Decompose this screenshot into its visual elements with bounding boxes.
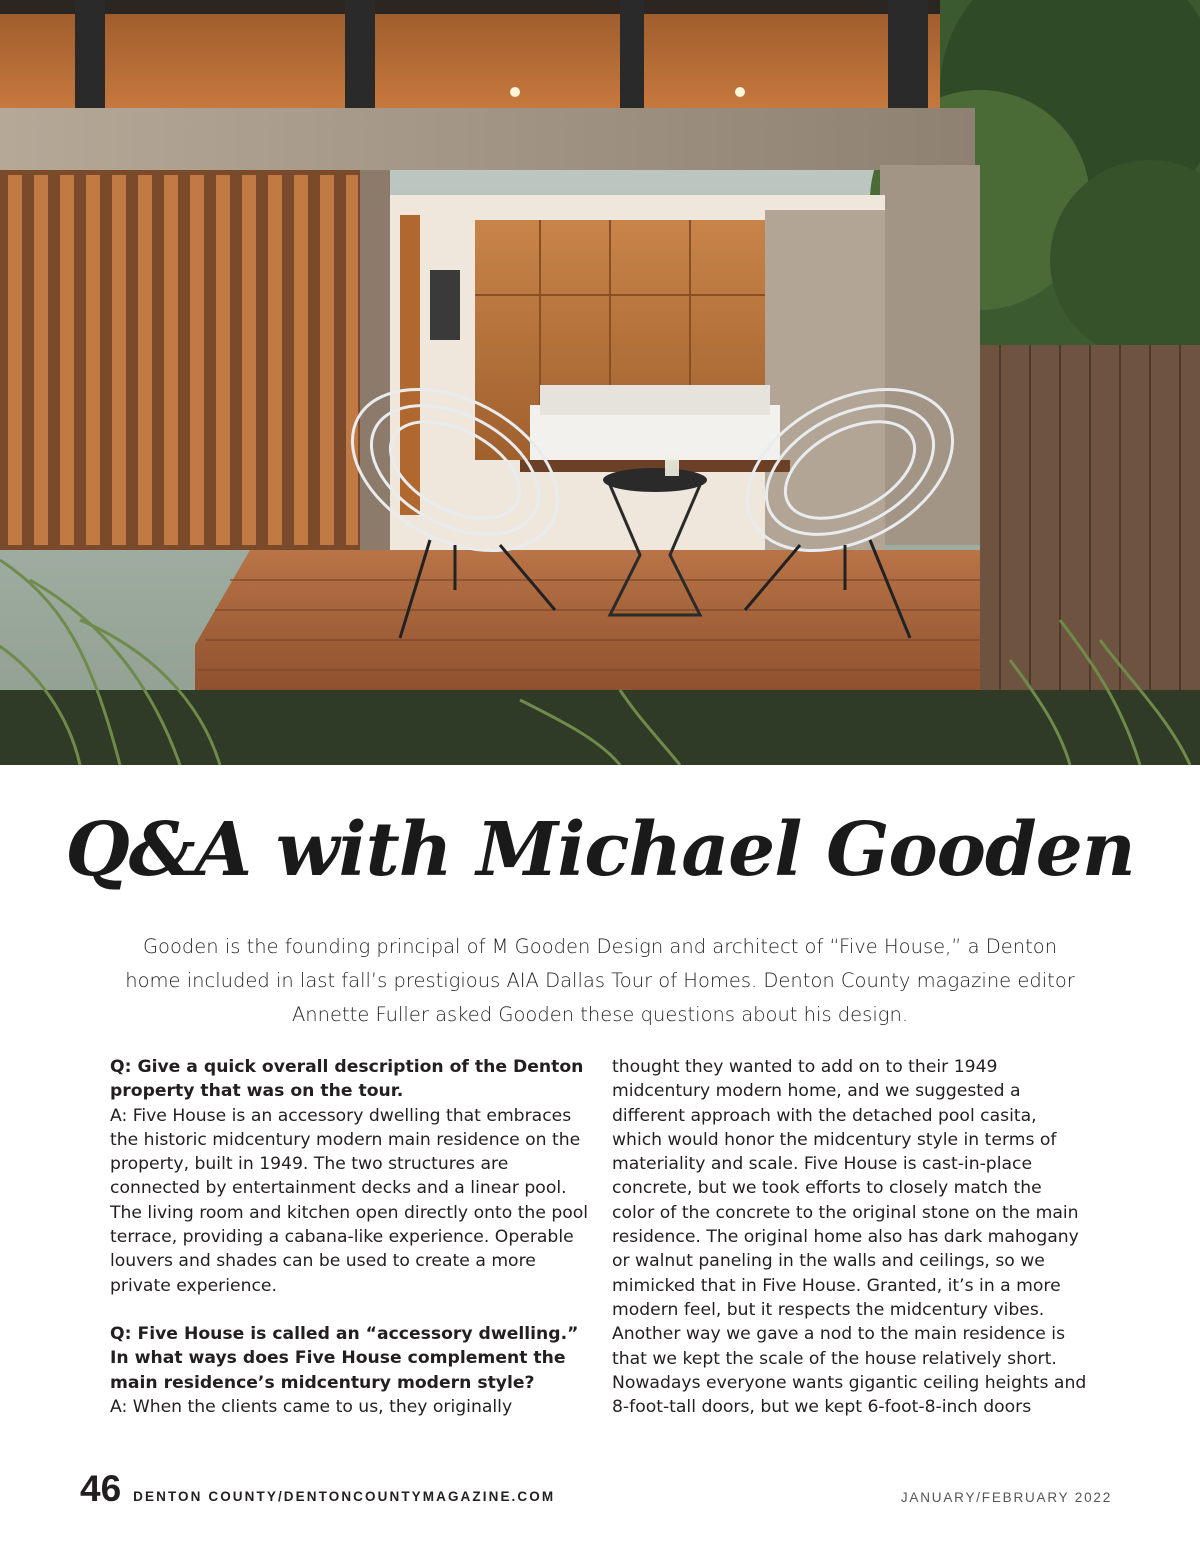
answer-2-start: A: When the clients came to us, they originally [110, 1396, 513, 1417]
publication-name: DENTON COUNTY/DENTONCOUNTYMAGAZINE.COM [133, 1489, 556, 1504]
paragraph-gap [110, 1298, 590, 1322]
hero-photo [0, 0, 1200, 765]
house-patio-photo-icon [0, 0, 1200, 765]
article-intro: Gooden is the founding principal of M Gooden Design and architect of “Five House,” a Denton home included in last fall’s prestigious AIA Dallas Tour of Homes. Denton County magazine editor Annette Fuller asked Gooden these questions about his design. [125, 935, 1075, 1026]
answer-1: A: Five House is an accessory dwelling that embraces the historic midcentury modern main residence on the property, built in 1949. The two structures are connected by entertainment decks and a linear pool. The living room and kitchen open directly onto the pool terrace, providing a cabana-like experience. Operable louvers and shades can be used to create a more private experience. [110, 1105, 589, 1296]
column-left [110, 1055, 590, 1419]
page-number: 46 [80, 1468, 122, 1509]
answer-2-continued: thought they wanted to add on to their 1949 midcentury modern home, and we suggested a different approach with the detached pool casita, which would honor the midcentury style in terms of materiality and scale. Five House is cast-in-place concrete, but we took efforts to closely match the color of the concrete to the original stone on the main residence. The original home also has dark mahogany or walnut paneling in the walls and ceilings, so we mimicked that in Five House. Granted, it’s in a more modern feel, but it respects the midcentury vibes. Another way we gave a nod to the main residence is that we kept the scale of the house relatively short. Nowadays everyone wants gigantic ceiling heights and 8-foot-tall doors, but we kept 6-foot-8-inch doors [612, 1057, 1087, 1418]
article-title: Q&A with Michael Gooden [65, 807, 1135, 893]
footer-left [80, 1468, 555, 1512]
issue-date: JANUARY/FEBRUARY 2022 [900, 1490, 1112, 1505]
column-right [612, 1055, 1087, 1419]
question-1: Q: Give a quick overall description of the Denton property that was on the tour. [110, 1057, 584, 1102]
question-2: Q: Five House is called an “accessory dwelling.” In what ways does Five House complement the main residence’s midcentury modern style? [110, 1323, 579, 1393]
